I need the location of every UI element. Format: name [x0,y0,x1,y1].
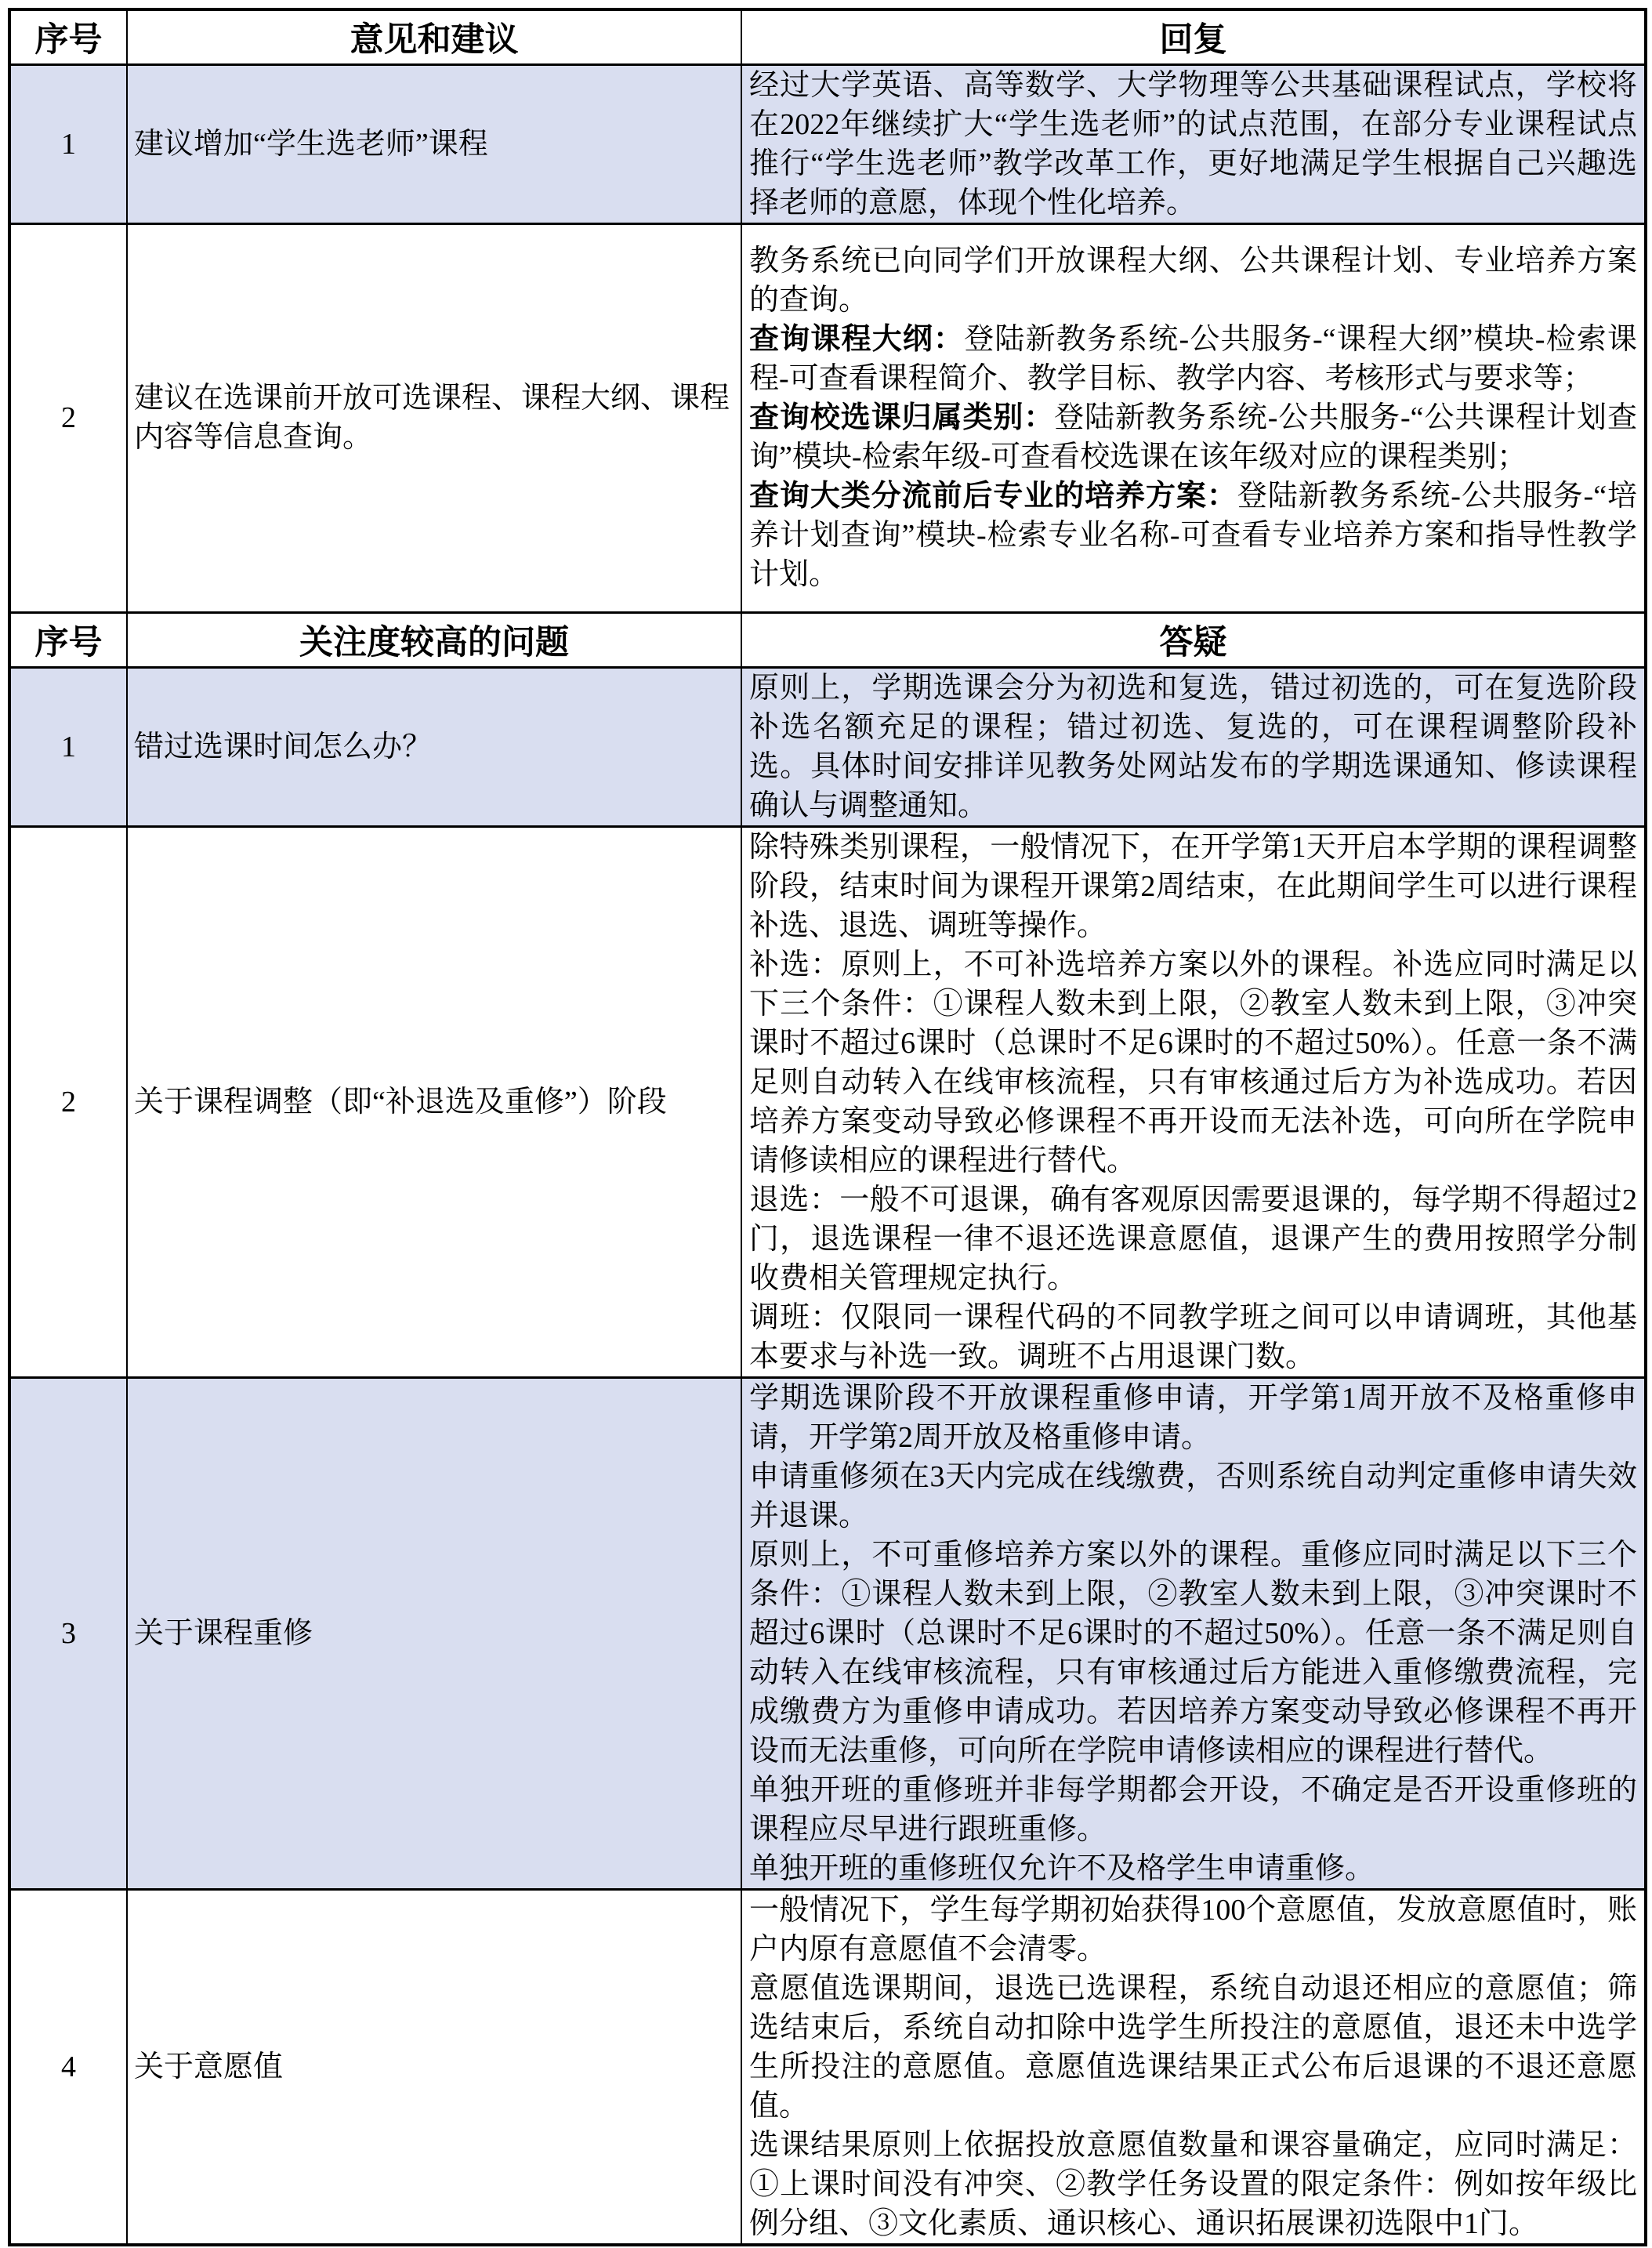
row-number: 3 [9,1377,127,1889]
faq-row-3 [9,1377,1646,1889]
question-text: 关于意愿值 [127,1889,741,2245]
header-suggestion: 意见和建议 [127,9,741,64]
answer-text: 原则上，学期选课会分为初选和复选，错过初选的，可在复选阶段补选名额充足的课程；错过初选、复选的，可在课程调整阶段补选。具体时间安排详见教务处网站发布的学期选课通知、修读课程确认与调整通知。 [741,667,1646,826]
answer-text: 除特殊类别课程，一般情况下，在开学第1天开启本学期的课程调整阶段，结束时间为课程开课第2周结束，在此期间学生可以进行课程补选、退选、调班等操作。 补选：原则上，不可补选培养方案以外的课程。补选应同时满足以下三个条件：①课程人数未到上限，②教室人数未到上限，③冲突课时不超过6课时（总课时不足6课时的不超过50%）。任意一条不满足则自动转入在线审核流程，只有审核通过后方为补选成功。若因培养方案变动导致必修课程不再开设而无法补选，可向所在学院申请修读相应的课程进行替代。 退选：一般不可退课，确有客观原因需要退课的，每学期不得超过2门，退选课程一律不退还选课意愿值，退课产生的费用按照学分制收费相关管理规定执行。 调班：仅限同一课程代码的不同教学班之间可以申请调班，其他基本要求与补选一致。调班不占用退课门数。 [741,826,1646,1377]
row-number: 1 [9,64,127,223]
reply-text: 教务系统已向同学们开放课程大纲、公共课程计划、专业培养方案的查询。 查询课程大纲：登陆新教务系统-公共服务-“课程大纲”模块-检索课程-可查看课程简介、教学目标、教学内容、考核形式与要求等； 查询校选课归属类别：登陆新教务系统-公共服务-“公共课程计划查询”模块-检索年级-可查看校选课在该年级对应的课程类别； 查询大类分流前后专业的培养方案：登陆新教务系统-公共服务-“培养计划查询”模块-检索专业名称-可查看专业培养方案和指导性教学计划。 [741,223,1646,612]
faq-header-row [9,612,1646,667]
header-no: 序号 [9,612,127,667]
answer-text: 学期选课阶段不开放课程重修申请，开学第1周开放不及格重修申请，开学第2周开放及格重修申请。 申请重修须在3天内完成在线缴费，否则系统自动判定重修申请失效并退课。 原则上，不可重修培养方案以外的课程。重修应同时满足以下三个条件：①课程人数未到上限，②教室人数未到上限，③冲突课时不超过6课时（总课时不足6课时的不超过50%）。任意一条不满足则自动转入在线审核流程，只有审核通过后方能进入重修缴费流程，完成缴费方为重修申请成功。若因培养方案变动导致必修课程不再开设而无法重修，可向所在学院申请修读相应的课程进行替代。 单独开班的重修班并非每学期都会开设，不确定是否开设重修班的课程应尽早进行跟班重修。 单独开班的重修班仅允许不及格学生申请重修。 [741,1377,1646,1889]
question-text: 关于课程重修 [127,1377,741,1889]
row-number: 2 [9,826,127,1377]
suggestion-text: 建议在选课前开放可选课程、课程大纲、课程内容等信息查询。 [127,223,741,612]
qa-table [8,8,1647,2246]
question-text: 错过选课时间怎么办？ [127,667,741,826]
faq-row-4 [9,1889,1646,2245]
header-reply: 回复 [741,9,1646,64]
suggestions-header-row [9,9,1646,64]
suggestion-row-2 [9,223,1646,612]
header-no: 序号 [9,9,127,64]
row-number: 2 [9,223,127,612]
row-number: 4 [9,1889,127,2245]
answer-text: 一般情况下，学生每学期初始获得100个意愿值，发放意愿值时，账户内原有意愿值不会清零。 意愿值选课期间，退选已选课程，系统自动退还相应的意愿值；筛选结束后，系统自动扣除中选学生所投注的意愿值，退还未中选学生所投注的意愿值。意愿值选课结果正式公布后退课的不退还意愿值。 选课结果原则上依据投放意愿值数量和课容量确定，应同时满足：①上课时间没有冲突、②教学任务设置的限定条件：例如按年级比例分组、③文化素质、通识核心、通识拓展课初选限中1门。 [741,1889,1646,2245]
suggestion-row-1 [9,64,1646,223]
suggestion-text: 建议增加“学生选老师”课程 [127,64,741,223]
faq-row-2 [9,826,1646,1377]
header-question: 关注度较高的问题 [127,612,741,667]
reply-text: 经过大学英语、高等数学、大学物理等公共基础课程试点，学校将在2022年继续扩大“学生选老师”的试点范围，在部分专业课程试点推行“学生选老师”教学改革工作，更好地满足学生根据自己兴趣选择老师的意愿，体现个性化培养。 [741,64,1646,223]
faq-row-1 [9,667,1646,826]
header-answer: 答疑 [741,612,1646,667]
row-number: 1 [9,667,127,826]
question-text: 关于课程调整（即“补退选及重修”）阶段 [127,826,741,1377]
